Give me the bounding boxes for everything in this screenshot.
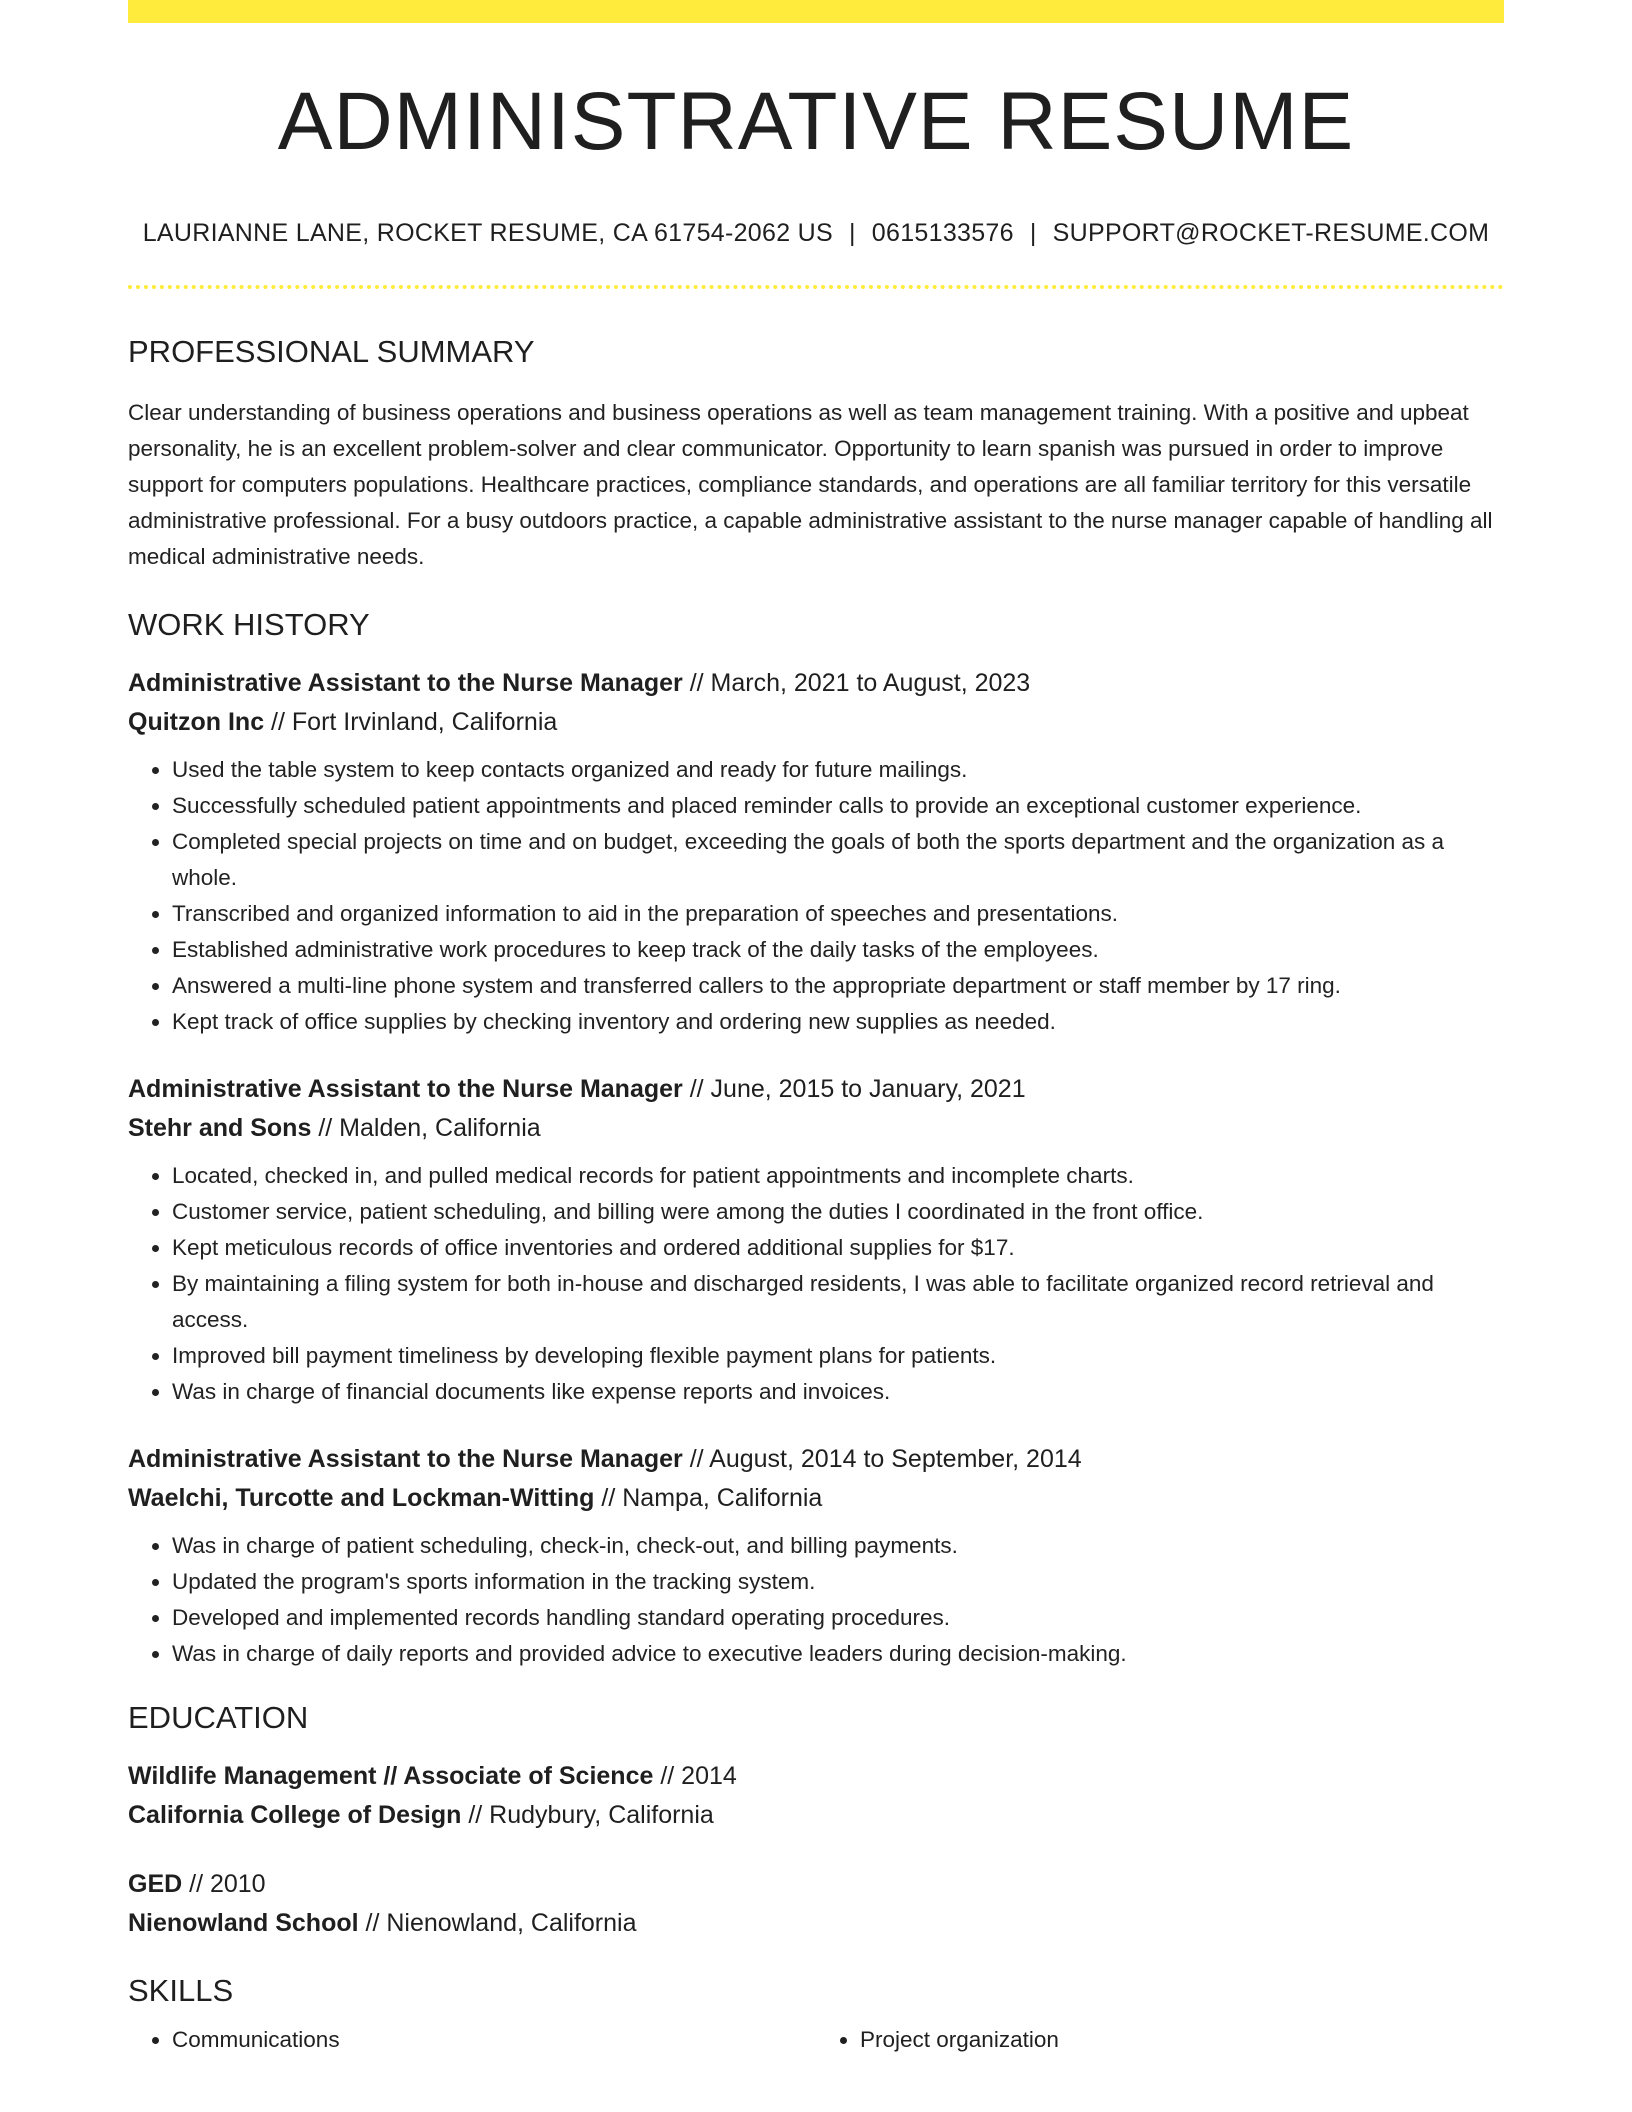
skill-item: • Communications	[172, 2022, 816, 2058]
job-dates: // March, 2021 to August, 2023	[682, 669, 1031, 697]
contact-email: SUPPORT@ROCKET-RESUME.COM	[1052, 219, 1490, 247]
job-entry	[128, 1440, 1504, 1672]
job-entry	[128, 664, 1504, 1040]
education-heading: EDUCATION	[128, 1700, 309, 1735]
list-item: • Successfully scheduled patient appointments and placed reminder calls to provide an exceptional customer experience.	[172, 788, 1504, 824]
work-history-heading: WORK HISTORY	[128, 607, 370, 642]
list-item: • Developed and implemented records handling standard operating procedures.	[172, 1600, 1504, 1636]
job-bullets	[128, 752, 1504, 1040]
company-line	[128, 1109, 1504, 1148]
resume-page	[128, 0, 1504, 2058]
job-title-line	[128, 664, 1504, 703]
accent-top-bar	[128, 0, 1504, 23]
degree-name: Wildlife Management // Associate of Science	[128, 1762, 654, 1790]
school-line	[128, 1904, 1504, 1943]
job-bullets	[128, 1528, 1504, 1672]
list-item: • Was in charge of patient scheduling, check-in, check-out, and billing payments.	[172, 1528, 1504, 1564]
company-location: // Fort Irvinland, California	[264, 708, 558, 736]
job-title: Administrative Assistant to the Nurse Manager	[128, 669, 683, 697]
company-line	[128, 703, 1504, 742]
contact-line	[128, 221, 1504, 246]
job-bullets	[128, 1158, 1504, 1410]
company-name: Stehr and Sons	[128, 1114, 312, 1142]
degree-year: // 2014	[653, 1762, 737, 1790]
contact-phone: 0615133576	[871, 219, 1014, 247]
skills-heading: SKILLS	[128, 1973, 234, 2008]
list-item: • Established administrative work procedures to keep track of the daily tasks of the employees.	[172, 932, 1504, 968]
list-item: • Transcribed and organized information to aid in the preparation of speeches and presentations.	[172, 896, 1504, 932]
degree-line	[128, 1757, 1504, 1796]
resume-title: ADMINISTRATIVE RESUME	[277, 76, 1355, 167]
school-location: // Rudybury, California	[461, 1801, 714, 1829]
education-entry	[128, 1757, 1504, 1835]
degree-name: GED	[128, 1870, 183, 1898]
dotted-divider	[128, 285, 1504, 289]
degree-year: // 2010	[182, 1870, 266, 1898]
skills-right-column	[816, 2022, 1504, 2058]
list-item: • Answered a multi-line phone system and transferred callers to the appropriate department or staff member by 17 ring.	[172, 968, 1504, 1004]
list-item: • Completed special projects on time and on budget, exceeding the goals of both the sports department and the organization as a whole.	[172, 824, 1504, 896]
school-name: California College of Design	[128, 1801, 462, 1829]
company-line	[128, 1479, 1504, 1518]
job-title-line	[128, 1440, 1504, 1479]
school-name: Nienowland School	[128, 1909, 359, 1937]
list-item: • Updated the program's sports information in the tracking system.	[172, 1564, 1504, 1600]
company-location: // Nampa, California	[594, 1484, 823, 1512]
list-item: • Was in charge of daily reports and provided advice to executive leaders during decision-making.	[172, 1636, 1504, 1672]
job-entry	[128, 1070, 1504, 1410]
education-entry	[128, 1865, 1504, 1943]
contact-address: LAURIANNE LANE, ROCKET RESUME, CA 61754-2062 US	[142, 219, 833, 247]
job-title: Administrative Assistant to the Nurse Manager	[128, 1445, 683, 1473]
list-item: • Improved bill payment timeliness by developing flexible payment plans for patients.	[172, 1338, 1504, 1374]
contact-separator: |	[1029, 219, 1037, 247]
list-item: • Kept meticulous records of office inventories and ordered additional supplies for $17.	[172, 1230, 1504, 1266]
school-location: // Nienowland, California	[358, 1909, 637, 1937]
job-dates: // August, 2014 to September, 2014	[682, 1445, 1082, 1473]
degree-line	[128, 1865, 1504, 1904]
list-item: • By maintaining a filing system for both in-house and discharged residents, I was able to facilitate organized record retrieval and access.	[172, 1266, 1504, 1338]
school-line	[128, 1796, 1504, 1835]
summary-heading: PROFESSIONAL SUMMARY	[128, 334, 535, 369]
skills-left-column	[128, 2022, 816, 2058]
list-item: • Located, checked in, and pulled medical records for patient appointments and incomplete charts.	[172, 1158, 1504, 1194]
company-location: // Malden, California	[311, 1114, 541, 1142]
skill-item: • Project organization	[860, 2022, 1504, 2058]
job-title-line	[128, 1070, 1504, 1109]
skills-columns	[128, 2006, 1504, 2058]
job-dates: // June, 2015 to January, 2021	[682, 1075, 1026, 1103]
list-item: • Used the table system to keep contacts organized and ready for future mailings.	[172, 752, 1504, 788]
list-item: • Kept track of office supplies by checking inventory and ordering new supplies as needed.	[172, 1004, 1504, 1040]
list-item: • Customer service, patient scheduling, and billing were among the duties I coordinated in the front office.	[172, 1194, 1504, 1230]
company-name: Quitzon Inc	[128, 708, 265, 736]
job-title: Administrative Assistant to the Nurse Manager	[128, 1075, 683, 1103]
contact-separator: |	[849, 219, 856, 247]
list-item: • Was in charge of financial documents like expense reports and invoices.	[172, 1374, 1504, 1410]
company-name: Waelchi, Turcotte and Lockman-Witting	[128, 1484, 595, 1512]
summary-text: Clear understanding of business operations and business operations as well as team management training. With a positive and upbeat personality, he is an excellent problem-solver and clear communicator. Opportunity to learn spanish was pursued in order to improve support for computers populations. Healthcare practices, compliance standards, and operations are all familiar territory for this versatile administrative professional. For a busy outdoors practice, a capable administrative assistant to the nurse manager capable of handling all medical administrative needs.	[128, 400, 1493, 569]
